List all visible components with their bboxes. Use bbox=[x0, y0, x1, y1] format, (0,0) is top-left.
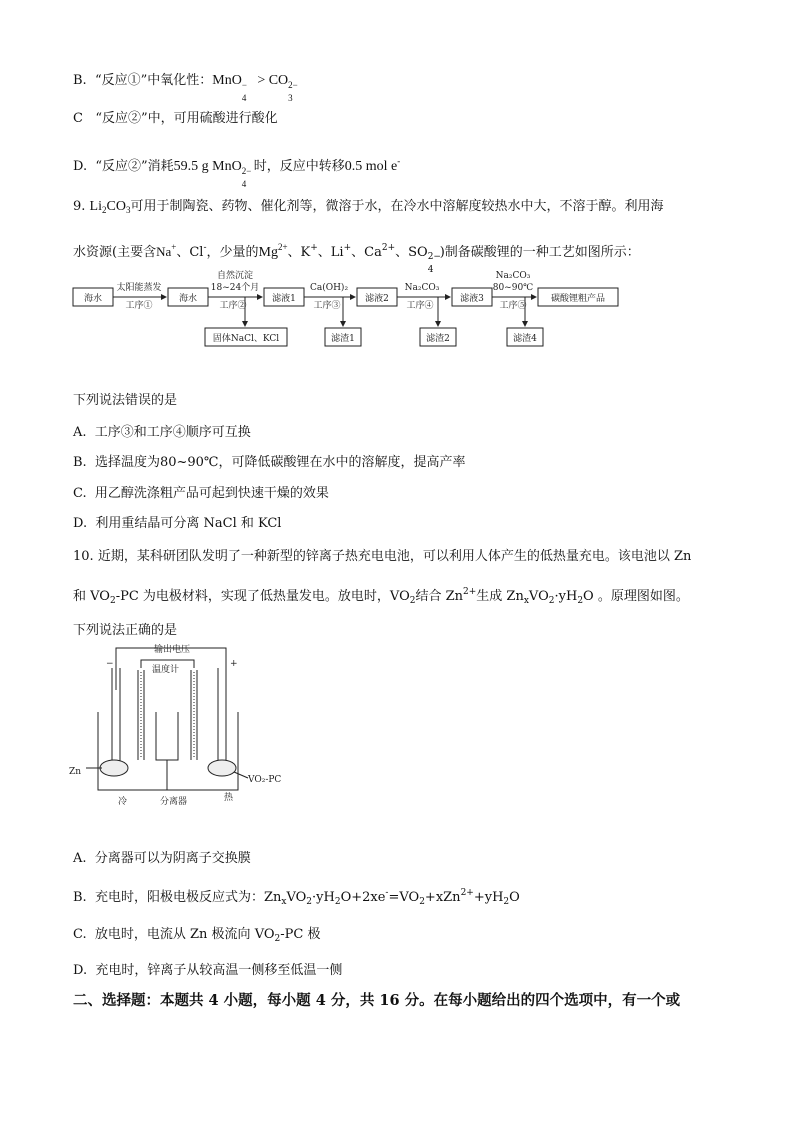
flow-step-3: 工序③ bbox=[313, 301, 341, 311]
q8-option-c: C “反应②”中，可用硫酸进行酸化 bbox=[73, 111, 278, 126]
flow-step-4: 工序④ bbox=[406, 301, 434, 311]
flow-label-solar: 太阳能蒸发 bbox=[116, 283, 162, 293]
section-2-heading: 二、选择题：本题共 4 小题，每小题 4 分，共 16 分。在每小题给出的四个选项中，有一个或 bbox=[73, 992, 681, 1009]
q9-stem-line2: 水资源(主要含Na+、Cl-，少量的$Mg^{2+}$、K+、Li+、$Ca^{2+}$、SO 2− 4 )制备碳酸锂的一种工艺如图所示： bbox=[73, 242, 640, 275]
label-plus: + bbox=[230, 659, 238, 669]
label-vo2pc-electrode: VO₂-PC bbox=[248, 775, 282, 785]
q9-question: 下列说法错误的是 bbox=[73, 393, 178, 408]
flow-box-filtrate-3: 滤液3 bbox=[460, 294, 484, 304]
flow-label-temp: 80~90℃ bbox=[492, 283, 534, 293]
q10-option-a: A. 分离器可以为阴离子交换膜 bbox=[73, 851, 251, 866]
label-separator: 分离器 bbox=[160, 797, 188, 807]
q10-question: 下列说法正确的是 bbox=[73, 623, 178, 638]
q9-option-b: B. 选择温度为80~90℃，可降低碳酸锂在水中的溶解度，提高产率 bbox=[73, 455, 466, 470]
flow-label-caoh2: Ca(OH)₂ bbox=[309, 283, 349, 293]
q9-option-a: A. 工序③和工序④顺序可互换 bbox=[73, 425, 251, 440]
flow-waste-nacl-kcl: 固体NaCl、KCl bbox=[212, 334, 280, 344]
flow-label-na2co3-a: Na₂CO₃ bbox=[404, 283, 440, 293]
flow-label-months: 18~24个月 bbox=[210, 283, 260, 293]
flow-waste-residue-2: 滤渣2 bbox=[426, 334, 450, 344]
flow-box-seawater-1: 海水 bbox=[83, 294, 103, 304]
flow-box-product: 碳酸锂粗产品 bbox=[550, 294, 606, 304]
flow-step-1: 工序① bbox=[125, 301, 153, 311]
label-thermometer: 温度计 bbox=[152, 665, 180, 675]
q10-stem-line2: 和 $VO_2-PC$ 为电极材料，实现了低热量发电。放电时，$VO_2$结合 $Zn^{2+}$生成 $Zn_xVO_2\cdot yH_2O$ 。原理图如图。 bbox=[73, 587, 689, 606]
flow-waste-residue-4: 滤渣4 bbox=[513, 334, 537, 344]
battery-diagram bbox=[66, 640, 326, 810]
flow-step-5: 工序⑤ bbox=[499, 301, 527, 311]
flow-label-na2co3-b: Na₂CO₃ bbox=[495, 271, 531, 281]
q8-option-d: D. “反应②”消耗59.5 g MnO 2− 4 时，反应中转移0.5 mol e- bbox=[73, 156, 401, 189]
label-output-voltage: 输出电压 bbox=[154, 645, 191, 655]
flow-box-seawater-2: 海水 bbox=[178, 294, 198, 304]
q10-option-c: C. 放电时，电流从 Zn 极流向 $VO_2-PC$ 极 bbox=[73, 927, 321, 944]
q9-option-d: D. 利用重结晶可分离 NaCl 和 KCl bbox=[73, 516, 282, 531]
label-minus: − bbox=[106, 659, 114, 669]
q10-stem-line1: 10. 近期，某科研团队发明了一种新型的锌离子热充电电池，可以利用人体产生的低热量充电。该电池以 Zn bbox=[73, 549, 692, 564]
q10-option-d: D. 充电时，锌离子从较高温一侧移至低温一侧 bbox=[73, 963, 343, 978]
label-cold: 冷 bbox=[118, 797, 128, 807]
q8-option-b: B. “反应①”中氧化性：MnO − 4 > CO 2− 3 bbox=[73, 73, 298, 103]
flow-box-filtrate-2: 滤液2 bbox=[365, 294, 389, 304]
flow-box-filtrate-1: 滤液1 bbox=[272, 294, 296, 304]
process-flow-diagram bbox=[0, 268, 794, 348]
label-hot: 热 bbox=[224, 793, 234, 803]
flow-waste-residue-1: 滤渣1 bbox=[331, 334, 355, 344]
q9-option-c: C. 用乙醇洗涤粗产品可起到快速干燥的效果 bbox=[73, 486, 329, 501]
q10-option-b: B. 充电时，阳极电极反应式为：$Zn_xVO_2\cdot yH_2O+2xe^-=VO_2+xZn^{2+}+yH_2O$ bbox=[73, 888, 520, 907]
flow-step-2: 工序② bbox=[219, 301, 247, 311]
flow-label-settle: 自然沉淀 bbox=[216, 271, 254, 281]
q9-stem-line1: 9. $Li_2CO_3$可用于制陶瓷、药物、催化剂等，微溶于水，在冷水中溶解度较热水中大，不溶于醇。利用海 bbox=[73, 199, 664, 215]
label-zn-electrode: Zn bbox=[69, 767, 82, 777]
